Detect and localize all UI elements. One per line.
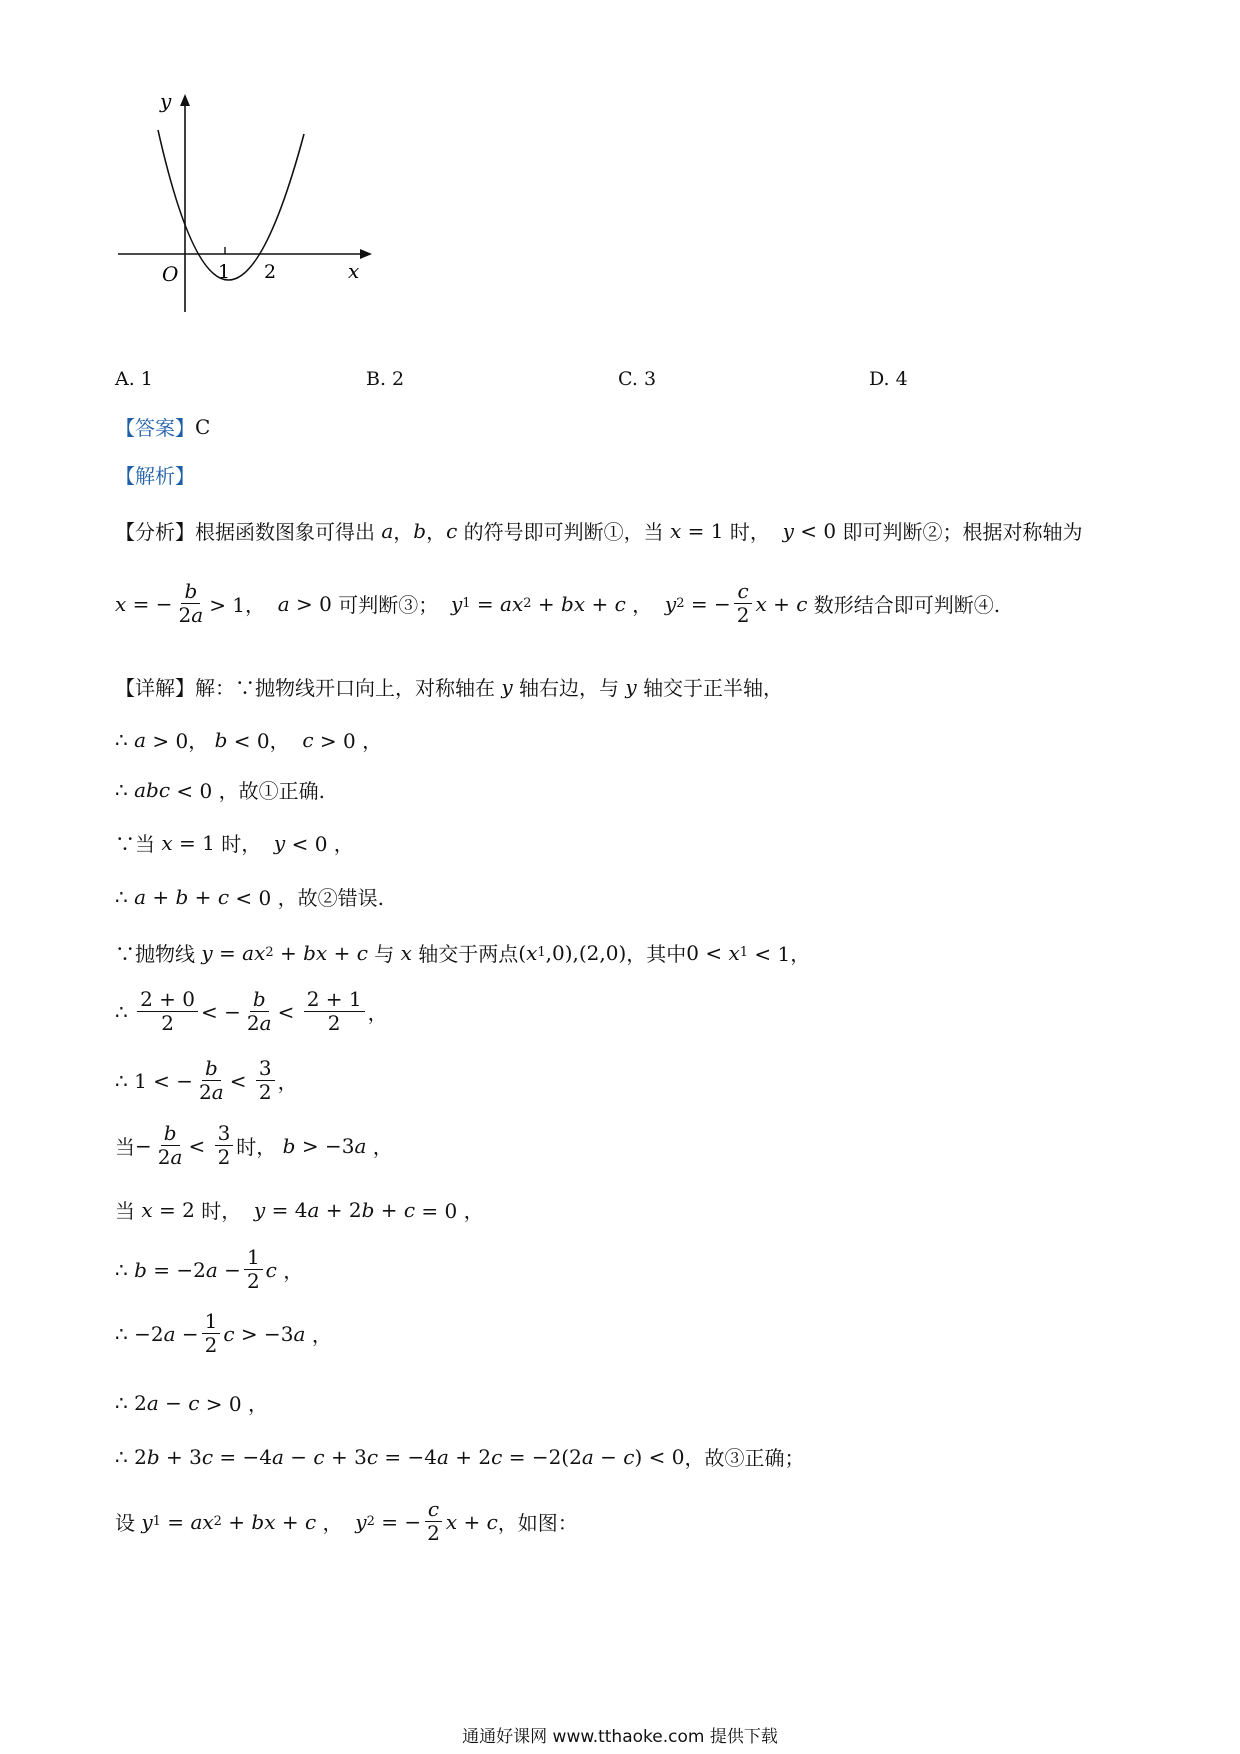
step-13: ∴ 2 b + 3 c = −4 a − c + 3 c = −4 a + 2 c = −2(2 a − c ) < 0 ，故③正确； [115, 1444, 805, 1470]
xiangjie-line: 【详解】 解：∵抛物线开口向上，对称轴在 y 轴右边，与 y 轴交于正半轴， [115, 672, 783, 701]
step-6: ∴ $\frac{2 + 0}{2}$ < − $\frac{b}{2a}$ < $\frac{2 + 1}{2}$ ， [115, 987, 388, 1035]
step-3: ∵当 x = 1 时， y < 0 ， [115, 830, 354, 856]
step-1: ∴ a > 0， b < 0， c > 0 ， [115, 727, 383, 753]
fenxi-line-2: x = − $\frac{b}{2a}$ > 1， a > 0 可判断③； y 1 = ax 2 + bx + c ， y 2 = − $\frac{c}{2}$ x + c 数形结合即可判断④. [115, 579, 1001, 627]
option-b: B. 2 [366, 368, 405, 390]
option-a: A. 1 [115, 368, 153, 390]
y-axis-label: y [160, 92, 172, 113]
page-footer: 通通好课网 www.tthaoke.com 提供下载 [462, 1727, 778, 1747]
step-12: ∴ 2 a − c > 0 ， [115, 1390, 268, 1416]
step-2: ∴ abc < 0 ， 故①正确. [115, 777, 325, 803]
xiangjie-tag: 【详解】 [115, 676, 195, 700]
step-4: ∴ a + b + c < 0 ， 故②错误. [115, 884, 384, 910]
step-7: ∴ 1 < − $\frac{b}{2a}$ < $\frac{3}{2}$ ， [115, 1056, 298, 1104]
step-9: 当 x = 2 时， y = 4 a + 2 b + c = 0 ， [115, 1197, 484, 1223]
answer-value: C [195, 414, 211, 439]
origin-label: O [162, 262, 179, 286]
parabola-figure [110, 92, 410, 352]
fenxi-line-1: 【分析】 根据函数图象可得出 a ， b ， c 的符号即可判断①，当 x = 1 时， y < 0 即可判断②；根据对称轴为 [115, 516, 1082, 545]
option-c: C. 3 [618, 368, 657, 390]
y-axis-arrow-icon [180, 94, 190, 106]
answer-tag: 【答案】 [115, 416, 195, 440]
step-10: ∴ b = −2 a − $\frac{1}{2}$ c ， [115, 1245, 304, 1293]
step-14: 设 y 1 = ax 2 + bx + c ， y 2 = − $\frac{c}{2}$ x + c ，如图： [115, 1497, 578, 1545]
fenxi-tag: 【分析】 [115, 520, 195, 544]
option-d: D. 4 [869, 368, 908, 390]
tick-label-1: 1 [218, 261, 231, 283]
step-5: ∵抛物线 y = ax 2 + bx + c 与 x 轴交于两点 ( x 1 ,0),(2,0) ，其中 0 < x 1 < 1， [115, 940, 811, 966]
parabola-curve [158, 130, 304, 280]
analysis-tag: 【解析】 [115, 464, 195, 488]
answer-line [115, 412, 210, 441]
tick-label-2: 2 [264, 261, 277, 283]
x-axis-arrow-icon [360, 249, 372, 259]
step-8: 当 − $\frac{b}{2a}$ < $\frac{3}{2}$ 时， b > −3 a ， [115, 1121, 393, 1169]
x-axis-label: x [348, 259, 360, 283]
analysis-heading [115, 460, 195, 489]
step-11: ∴ −2 a − $\frac{1}{2}$ c > −3 a ， [115, 1309, 332, 1357]
